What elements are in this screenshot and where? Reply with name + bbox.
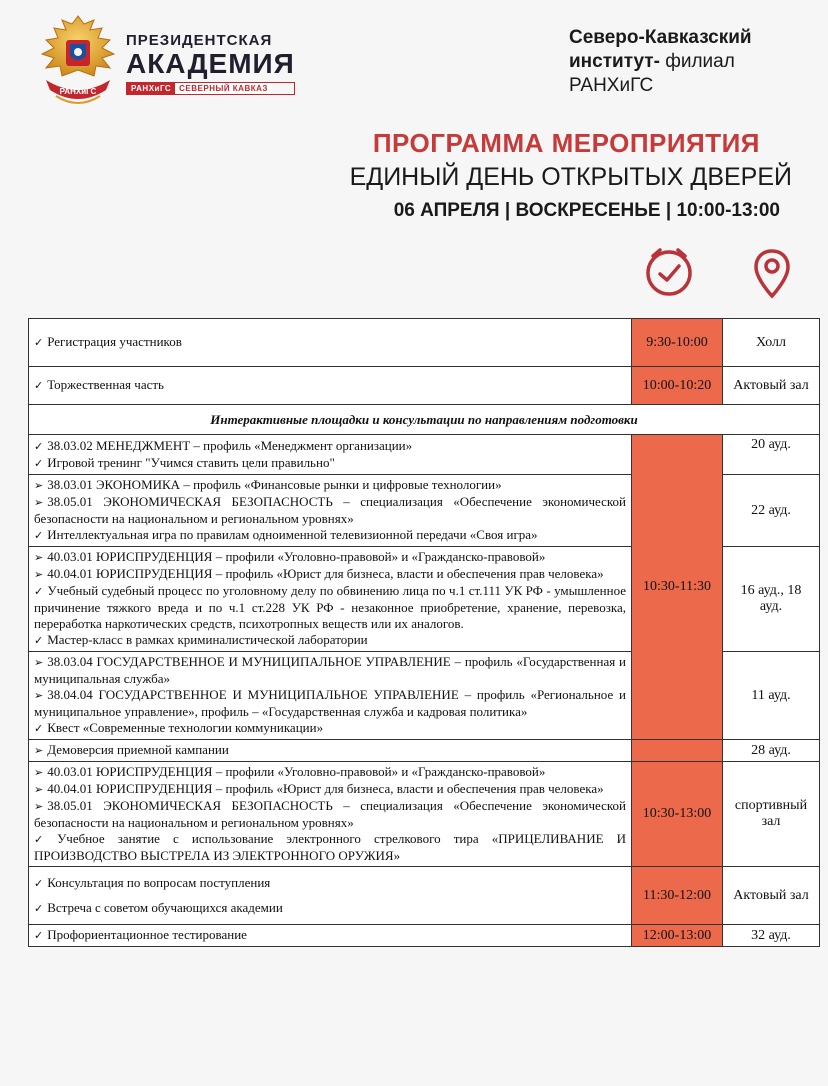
room-cell: Актовый зал <box>723 367 820 405</box>
clock-icon <box>643 246 695 298</box>
page-subtitle: ЕДИНЫЙ ДЕНЬ ОТКРЫТЫХ ДВЕРЕЙ <box>349 163 792 191</box>
arrow-bullet-icon: ➢ <box>34 744 44 757</box>
institute-line2-bold: институт- <box>569 51 660 72</box>
activity-text: Учебный судебный процесс по уголовному делу по обвинению лица по ч.1 ст.111 УК РФ - умышленное причинение тяжкого вреда и по ч.1 ст.228 УК РФ - незаконное приобретение, хранение, перевозка, переработка наркотических средств, психотропных веществ или их аналогов. <box>34 583 626 631</box>
institute-name <box>569 26 752 98</box>
activity-text: 40.03.01 ЮРИСПРУДЕНЦИЯ – профили «Уголовно-правовой» и «Гражданско-правовой» <box>47 549 546 564</box>
activity-text: 38.03.01 ЭКОНОМИКА – профиль «Финансовые рынки и цифровые технологии» <box>47 477 502 492</box>
title-block <box>300 128 798 222</box>
activity-text: Интеллектуальная игра по правилам одноименной телевизионной передачи «Своя игра» <box>47 527 538 542</box>
check-bullet-icon: ✓ <box>34 529 44 542</box>
arrow-bullet-icon: ➢ <box>34 496 44 509</box>
time-cell: 10:30-13:00 <box>632 762 723 867</box>
activity-cell <box>29 319 632 367</box>
time-cell: 10:00-10:20 <box>632 367 723 405</box>
activity-cell <box>29 547 632 652</box>
check-bullet-icon: ✓ <box>34 634 44 647</box>
table-row <box>29 867 820 925</box>
activity-text: Игровой тренинг "Учимся ставить цели правильно" <box>47 454 335 470</box>
room-cell: 22 ауд. <box>723 475 820 547</box>
arrow-bullet-icon: ➢ <box>34 783 44 796</box>
svg-text:РАНХиГС: РАНХиГС <box>59 87 97 96</box>
check-bullet-icon: ✓ <box>34 585 44 598</box>
room-cell: Актовый зал <box>723 867 820 925</box>
check-bullet-icon: ✓ <box>34 929 44 942</box>
activity-cell <box>29 740 632 762</box>
table-row <box>29 740 820 762</box>
activity-text: Учебное занятие с использование электронного стрелкового тира «ПРИЦЕЛИВАНИЕ И ПРОИЗВОДСТВО ВЫСТРЕЛА ИЗ ЭЛЕКТРОННОГО ОРУЖИЯ» <box>34 831 627 863</box>
institute-line1: Северо-Кавказский <box>569 27 752 48</box>
activity-cell <box>29 925 632 947</box>
activity-text: 38.03.02 МЕНЕДЖМЕНТ – профиль «Менеджмент организации» <box>47 437 413 453</box>
section-row <box>29 405 820 435</box>
logo-band <box>126 82 295 95</box>
activity-text: Мастер-класс в рамках криминалистической лаборатории <box>47 632 368 647</box>
activity-text: 38.05.01 ЭКОНОМИЧЕСКАЯ БЕЗОПАСНОСТЬ – специализация «Обеспечение экономической безопасности на национальном и региональном уровнях» <box>34 798 626 830</box>
arrow-bullet-icon: ➢ <box>34 551 44 564</box>
activity-text: 38.05.01 ЭКОНОМИЧЕСКАЯ БЕЗОПАСНОСТЬ – специализация «Обеспечение экономической безопасности на национальном и региональном уровнях» <box>34 494 626 526</box>
room-cell: спортивный зал <box>723 762 820 867</box>
arrow-bullet-icon: ➢ <box>34 766 44 779</box>
activity-text: 40.04.01 ЮРИСПРУДЕНЦИЯ – профиль «Юрист для бизнеса, власти и обеспечения прав человека» <box>47 781 604 796</box>
activity-cell <box>29 435 632 475</box>
activity-text: Демоверсия приемной кампании <box>47 742 229 757</box>
arrow-bullet-icon: ➢ <box>34 656 44 669</box>
event-date-line: 06 АПРЕЛЯ | ВОСКРЕСЕНЬЕ | 10:00-13:00 <box>393 200 780 221</box>
check-bullet-icon: ✓ <box>34 379 44 392</box>
activity-text: Квест «Современные технологии коммуникации» <box>47 720 324 735</box>
check-bullet-icon: ✓ <box>34 439 44 453</box>
page-title: ПРОГРАММА МЕРОПРИЯТИЯ <box>372 128 760 158</box>
academy-wordmark <box>126 33 295 95</box>
table-row <box>29 925 820 947</box>
activity-text: 40.04.01 ЮРИСПРУДЕНЦИЯ – профиль «Юрист для бизнеса, власти и обеспечения прав человека» <box>47 566 604 581</box>
arrow-bullet-icon: ➢ <box>34 800 44 813</box>
check-bullet-icon: ✓ <box>34 722 44 735</box>
logo-line1: ПРЕЗИДЕНТСКАЯ <box>126 32 273 49</box>
activity-cell <box>29 867 632 925</box>
institute-line2-rest: филиал <box>659 51 735 72</box>
check-bullet-icon: ✓ <box>34 901 44 915</box>
activity-text: Торжественная часть <box>47 377 164 392</box>
logo-band-left: РАНХиГС <box>127 83 175 94</box>
section-heading: Интерактивные площадки и консультации по направлениям подготовки <box>29 405 820 435</box>
time-cell <box>632 740 723 762</box>
check-bullet-icon: ✓ <box>34 336 44 349</box>
activity-text: Консультация по вопросам поступления <box>47 874 271 890</box>
arrow-bullet-icon: ➢ <box>34 568 44 581</box>
room-cell: 20 ауд. <box>723 435 820 475</box>
room-cell: 11 ауд. <box>723 652 820 740</box>
check-bullet-icon: ✓ <box>34 833 54 846</box>
activity-text: 40.03.01 ЮРИСПРУДЕНЦИЯ – профили «Уголовно-правовой» и «Гражданско-правовой» <box>47 764 546 779</box>
activity-text: Профориентационное тестирование <box>47 927 247 942</box>
check-bullet-icon: ✓ <box>34 876 44 890</box>
academy-emblem-logo <box>32 10 124 114</box>
institute-line3: РАНХиГС <box>569 75 654 96</box>
time-cell: 12:00-13:00 <box>632 925 723 947</box>
room-cell: 28 ауд. <box>723 740 820 762</box>
logo-band-right: СЕВЕРНЫЙ КАВКАЗ <box>175 83 272 94</box>
activity-text: 38.03.04 ГОСУДАРСТВЕННОЕ И МУНИЦИПАЛЬНОЕ УПРАВЛЕНИЕ – профиль «Государственная и муниципальная служба» <box>34 654 626 686</box>
activity-cell <box>29 475 632 547</box>
room-cell: 16 ауд., 18 ауд. <box>723 547 820 652</box>
room-cell: Холл <box>723 319 820 367</box>
table-row <box>29 367 820 405</box>
arrow-bullet-icon: ➢ <box>34 689 44 702</box>
activity-cell <box>29 762 632 867</box>
room-cell: 32 ауд. <box>723 925 820 947</box>
activity-text: Регистрация участников <box>47 334 182 349</box>
activity-cell <box>29 652 632 740</box>
check-bullet-icon: ✓ <box>34 456 44 470</box>
time-cell: 10:30-11:30 <box>632 435 723 740</box>
schedule-table <box>28 318 820 947</box>
table-row <box>29 435 820 475</box>
location-pin-icon <box>753 248 791 300</box>
table-row <box>29 762 820 867</box>
table-row <box>29 319 820 367</box>
logo-line2: АКАДЕМИЯ <box>126 48 295 79</box>
activity-cell <box>29 367 632 405</box>
arrow-bullet-icon: ➢ <box>34 479 44 492</box>
activity-text: Встреча с советом обучающихся академии <box>47 899 283 915</box>
activity-text: 38.04.04 ГОСУДАРСТВЕННОЕ И МУНИЦИПАЛЬНОЕ УПРАВЛЕНИЕ – профиль «Региональное и муниципальное управление», профиль – «Государственная служба и кадровая политика» <box>34 687 626 719</box>
time-cell: 11:30-12:00 <box>632 867 723 925</box>
time-cell: 9:30-10:00 <box>632 319 723 367</box>
